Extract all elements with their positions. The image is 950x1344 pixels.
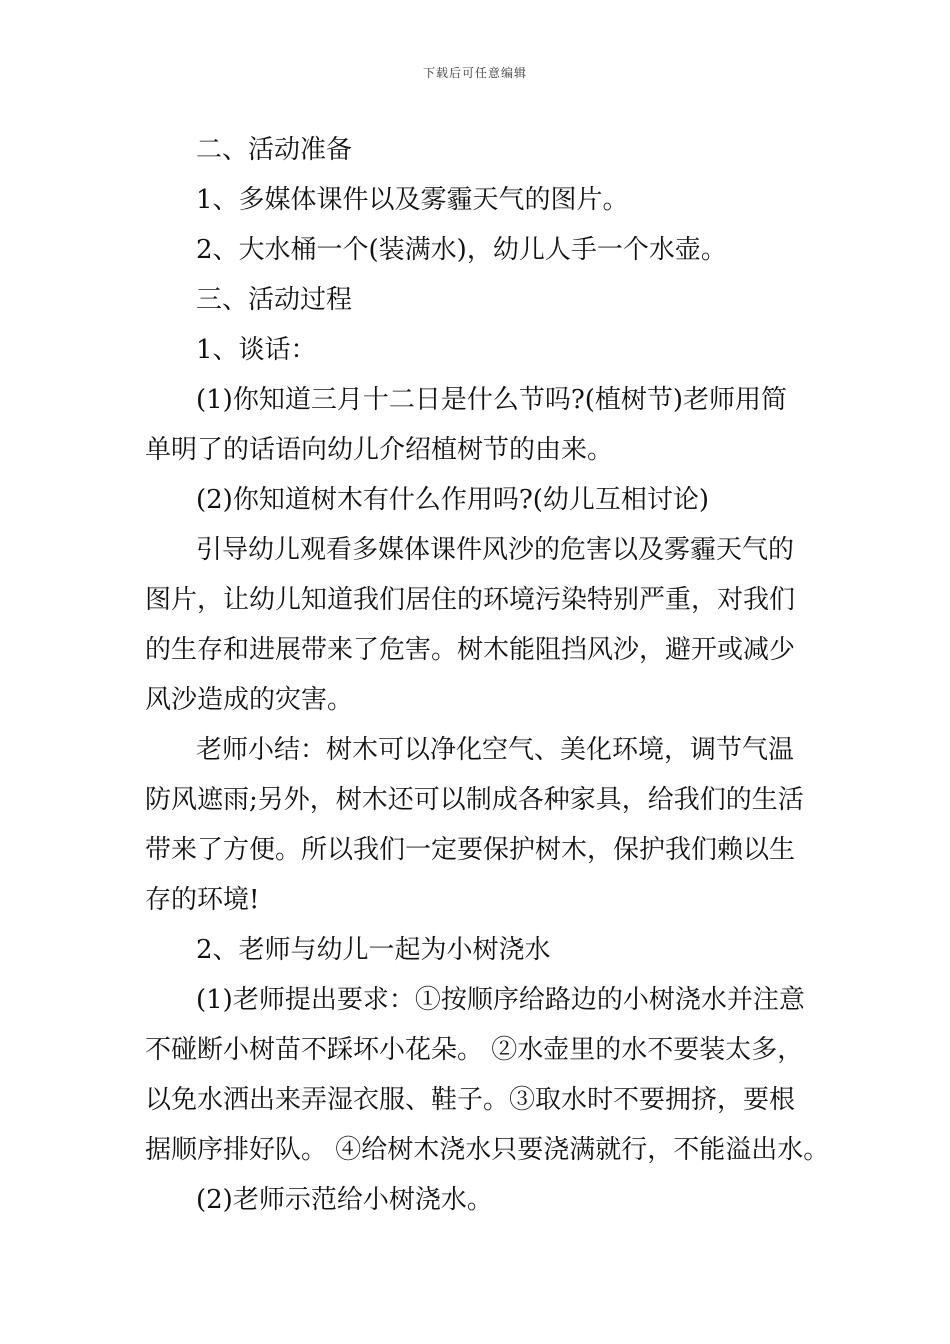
paragraph-line: 单明了的话语向幼儿介绍植树节的由来。: [145, 435, 614, 465]
paragraph-line: 据顺序排好队。 ④给树木浇水只要浇满就行，不能溢出水。: [145, 1135, 830, 1165]
paragraph-line: 带来了方便。所以我们一定要保护树木，保护我们赖以生: [145, 835, 796, 865]
paragraph-line: 的生存和进展带来了危害。树木能阻挡风沙，避开或减少: [145, 635, 796, 665]
subheading-talk: 1、谈话：: [196, 335, 317, 365]
paragraph-line: 1、多媒体课件以及雾霾天气的图片。: [196, 185, 629, 215]
paragraph-line: 2、大水桶一个(装满水)，幼儿人手一个水壶。: [196, 235, 727, 265]
section-heading-preparation: 二、活动准备: [196, 135, 353, 165]
paragraph-line: (1)你知道三月十二日是什么节吗?(植树节)老师用简: [196, 385, 788, 415]
paragraph-line: 存的环境!: [145, 885, 260, 915]
paragraph-line: 引导幼儿观看多媒体课件风沙的危害以及雾霾天气的: [196, 535, 795, 565]
paragraph-line: 老师小结：树木可以净化空气、美化环境，调节气温: [196, 735, 795, 765]
paragraph-line: 风沙造成的灾害。: [145, 685, 354, 715]
page-header: 下载后可任意编辑: [422, 66, 527, 80]
paragraph-line: 图片，让幼儿知道我们居住的环境污染特别严重，对我们: [145, 585, 796, 615]
paragraph-line: (1)老师提出要求：①按顺序给路边的小树浇水并注意: [196, 985, 805, 1015]
paragraph-line: 防风遮雨;另外，树木还可以制成各种家具，给我们的生活: [145, 785, 804, 815]
paragraph-line: 以免水洒出来弄湿衣服、鞋子。③取水时不要拥挤，要根: [145, 1085, 796, 1115]
paragraph-line: (2)老师示范给小树浇水。: [196, 1185, 493, 1215]
subheading-watering: 2、老师与幼儿一起为小树浇水: [196, 935, 551, 965]
paragraph-line: 不碰断小树苗不踩坏小花朵。 ②水壶里的水不要装太多，: [145, 1035, 804, 1065]
paragraph-line: (2)你知道树木有什么作用吗?(幼儿互相讨论): [196, 485, 710, 515]
section-heading-process: 三、活动过程: [196, 285, 353, 315]
